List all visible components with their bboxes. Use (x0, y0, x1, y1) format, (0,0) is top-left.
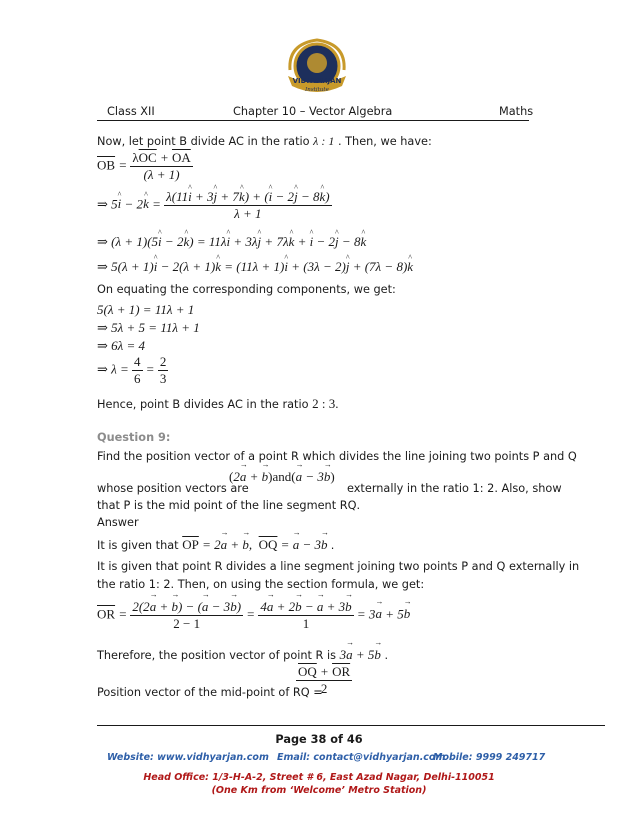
answer-label: Answer (97, 516, 139, 529)
hence-line (97, 396, 338, 412)
intro-text-b: . Then, we have: (337, 135, 432, 148)
row2-fraction: $\frac{\lambda(11i \^{} + 3j \^{} + 7k \^{}) + (i \^{} - 2j \^{} - 8k \^{})}{\lambda + 1}$ (164, 189, 331, 222)
equation-row-6: ⇒ 5λ + 5 = 11λ + 1 (97, 320, 200, 335)
equation-row-5: 5(λ + 1) = 11λ + 1 (97, 302, 195, 317)
equation-row-4: ⇒ 5(λ + 1)i ^ − 2(λ + 1)k ^ = (11λ + 1)i ^ + (3λ − 2)j ^ + (7λ − 8)k ^ (97, 259, 413, 275)
ratio-lambda: λ : 1 (313, 134, 335, 148)
given-vectors: $\overline{OP} = 2a$ → + b →, $\overline{OQ} = a$ → − 3b → (182, 537, 331, 552)
q9-line-2a: whose position vectors are (97, 482, 249, 495)
equation-row-7: ⇒ 6λ = 4 (97, 338, 146, 353)
equation-row-3: ⇒ (λ + 1)(5i ^ − 2k ^) = 11λi ^ + 3λj ^ + 7λk ^ + i ^ − 2j ^ − 8k ^ (97, 234, 366, 250)
header-left: Class XII (107, 105, 155, 118)
logo (282, 36, 352, 102)
q9-line-2b: externally in the ratio 1: 2. Also, show (347, 482, 562, 495)
header-rule (97, 120, 529, 121)
q9-vectors: (2a → + b →)and(a → − 3b →) (229, 469, 335, 485)
q9-line-3: that P is the mid point of the line segment RQ. (97, 499, 361, 512)
q9-line-2 (97, 482, 562, 495)
therefore-text-b: . (384, 649, 389, 662)
given-text-b: . (330, 539, 335, 552)
website-link[interactable]: Website: www.vidhyarjan.com (107, 752, 269, 763)
equating-text: On equating the corresponding components, we get: (97, 283, 396, 296)
given-text-a: It is given that (97, 539, 179, 552)
header-center: Chapter 10 – Vector Algebra (233, 105, 393, 118)
intro-text-a: Now, let point B divide AC in the ratio (97, 135, 310, 148)
section-line-1: It is given that point R divides a line segment joining two points P and Q externally in (97, 560, 580, 573)
ob-vector: $\overline{OB}$ (97, 157, 116, 173)
ratio-two-three: 2 : 3. (312, 396, 339, 411)
given-line (97, 537, 334, 553)
q9-line-1: Find the position vector of a point R which divides the line joining two points P and Q (97, 450, 577, 463)
equation-row-2: ⇒ 5i ^ − 2k ^ = $\frac{\lambda(11i \^{} + 3j \^{} + 7k \^{}) + (i \^{} - 2j \^{} - 8k \^{})}{\lambda + 1}$ (97, 189, 332, 222)
question-9-title: Question 9: (97, 431, 171, 444)
ob-fraction: $\frac{\lambda\overline{OC} + \overline{OA}}{(\lambda + 1)}$ (132, 150, 191, 182)
header-right: Maths (499, 105, 534, 118)
equation-ob: $\overline{OB}$ = $\frac{\lambda\overline{OC} + \overline{OA}}{(\lambda + 1)}$ (97, 150, 191, 182)
email-link[interactable]: Email: contact@vidhyarjan.com (277, 752, 446, 763)
hence-text: Hence, point B divides AC in the ratio (97, 398, 309, 411)
r-vector: 3a → + 5b → (340, 647, 381, 662)
page-number: Page 38 of 46 (275, 733, 363, 746)
equation-row-8: ⇒ λ = $\frac{4}{6}$ = $\frac{2}{3}$ (97, 354, 167, 386)
intro-line (97, 134, 432, 149)
equation-or: $\overline{OR}$ = $\frac{2(2a \to + b \to) - (a \to - 3b \to)}{2 - 1}$ = $\frac{4a \to + 2b \to - a \to + 3b \to}{1}$ = 3a → + 5b → (97, 599, 410, 632)
midpoint-fraction: $\frac{\overline{OQ} + \overline{OR}}{2}$ (298, 664, 351, 696)
logo-sub-text: Institute (305, 87, 329, 93)
metro-station: (One Km from ‘Welcome’ Metro Station) (211, 785, 427, 796)
footer-contacts (107, 752, 546, 763)
head-office: Head Office: 1/3-H-A-2, Street # 6, East Azad Nagar, Delhi-110051 (143, 772, 495, 783)
therefore-line (97, 647, 388, 663)
therefore-text-a: Therefore, the position vector of point R is (97, 649, 337, 662)
logo-ring-text: VIDHYARJAN (292, 77, 342, 85)
section-line-2: the ratio 1: 2. Then, on using the section formula, we get: (97, 578, 425, 591)
midpoint-text: Position vector of the mid-point of RQ = (97, 686, 323, 699)
footer-rule (97, 725, 605, 726)
mobile-text: Mobile: 9999 249717 (433, 752, 546, 763)
